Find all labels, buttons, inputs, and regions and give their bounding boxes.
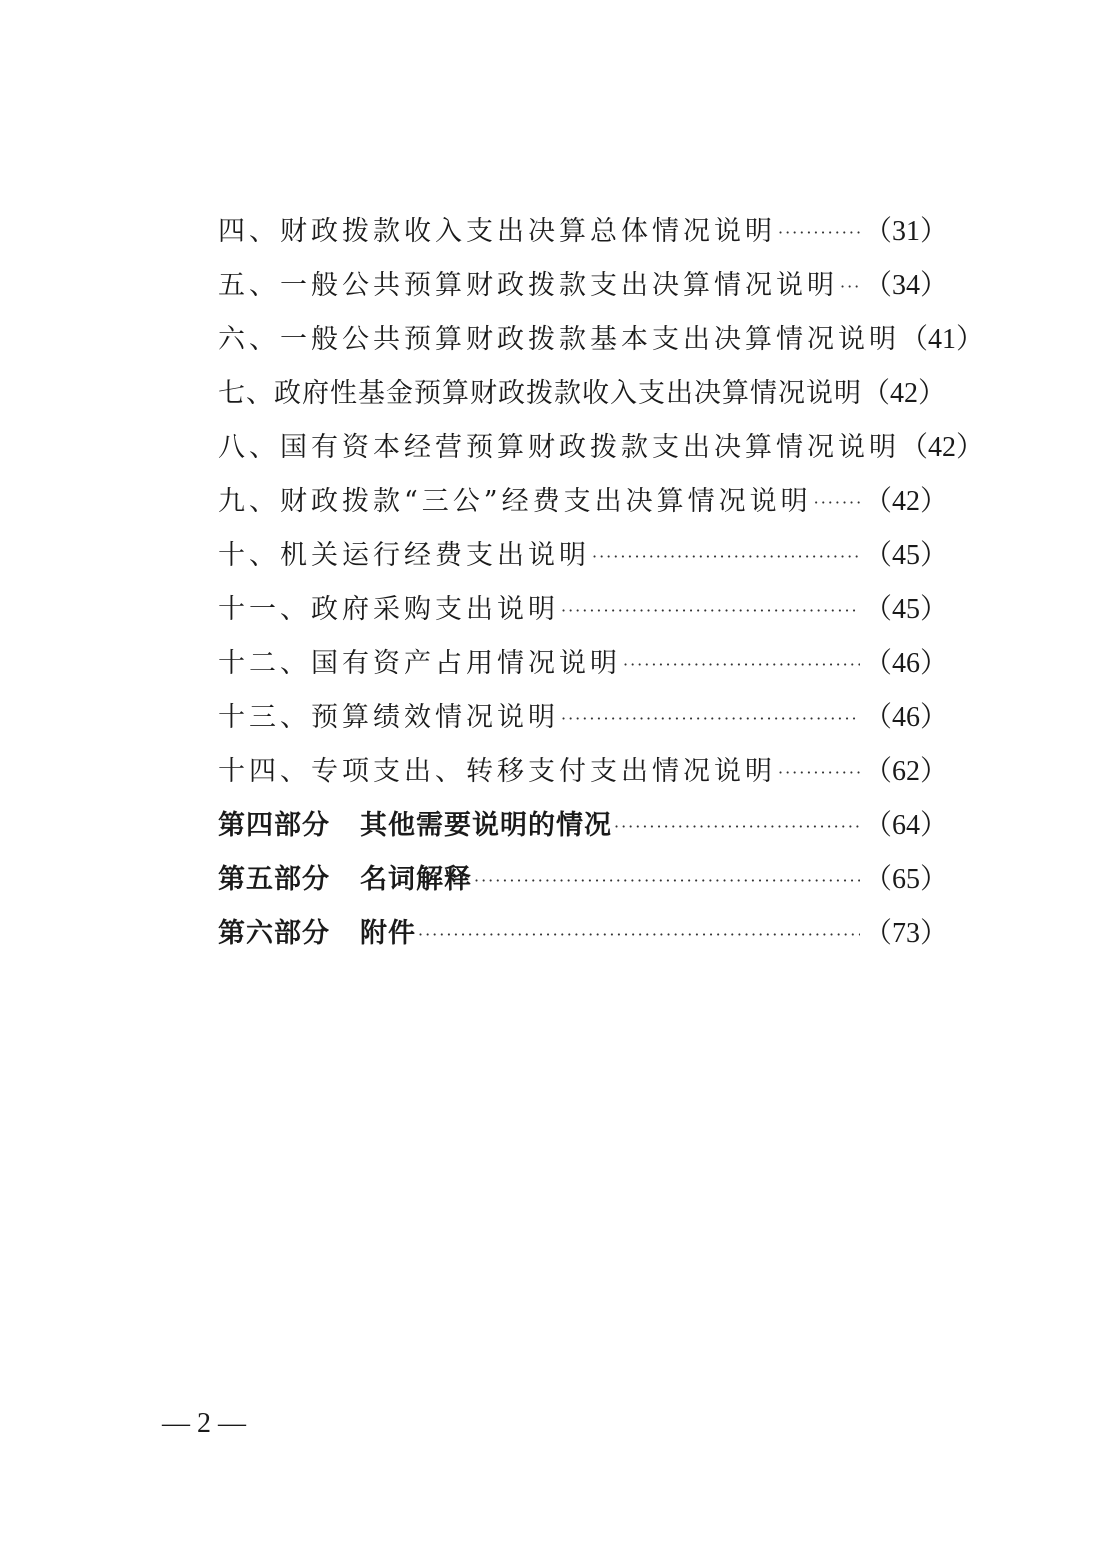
toc-part-entry[interactable]	[218, 853, 948, 907]
dot-leader	[623, 638, 860, 692]
toc-entry[interactable]	[218, 583, 948, 637]
toc-part-entry[interactable]	[218, 907, 948, 961]
toc-entry-page: （65）	[863, 864, 948, 895]
dot-leader	[561, 584, 860, 638]
toc-part-title: 名词解释	[360, 864, 472, 895]
toc-entry[interactable]	[218, 421, 985, 475]
dot-leader	[418, 908, 860, 962]
toc-part-entry[interactable]	[218, 799, 948, 853]
toc-entry-page: （34）	[863, 270, 948, 301]
toc-entry-title: 五、一般公共预算财政拨款支出决算情况说明	[218, 270, 838, 301]
toc-part-heading	[218, 853, 472, 907]
toc-entry-page: （46）	[863, 648, 948, 679]
toc-entry[interactable]	[218, 205, 948, 259]
toc-entry-title: 十四、专项支出、转移支付支出情况说明	[218, 756, 776, 787]
toc-entry[interactable]	[218, 529, 948, 583]
toc-entry-title: 四、财政拨款收入支出决算总体情况说明	[218, 216, 776, 247]
toc-entry[interactable]	[218, 475, 948, 529]
toc-entry[interactable]	[218, 313, 985, 367]
toc-entry-title: 七、政府性基金预算财政拨款收入支出决算情况说明	[218, 378, 862, 409]
toc-entry-page: （31）	[863, 216, 948, 247]
toc-part-heading	[218, 907, 416, 961]
toc-entry-page: （42）	[863, 486, 948, 517]
toc-entry-page: （73）	[863, 918, 948, 949]
table-of-contents	[218, 205, 985, 961]
dot-leader	[840, 260, 860, 314]
toc-entry[interactable]	[218, 745, 948, 799]
toc-entry-title: 十一、政府采购支出说明	[218, 594, 559, 625]
toc-entry-page: （42）	[862, 378, 947, 409]
toc-part-label: 第六部分	[218, 918, 330, 949]
dot-leader	[814, 476, 860, 530]
toc-entry-page: （45）	[863, 540, 948, 571]
dot-leader	[614, 800, 860, 854]
toc-entry-page: （42）	[900, 432, 985, 463]
page-number: — 2 —	[162, 1408, 246, 1439]
toc-part-heading	[218, 799, 612, 853]
toc-entry[interactable]	[218, 367, 948, 421]
toc-entry[interactable]	[218, 637, 948, 691]
toc-entry-title: 八、国有资本经营预算财政拨款支出决算情况说明	[218, 432, 900, 463]
toc-entry-page: （64）	[863, 810, 948, 841]
toc-part-title: 其他需要说明的情况	[360, 810, 612, 841]
dot-leader	[592, 530, 860, 584]
toc-entry[interactable]	[218, 259, 948, 313]
dot-leader	[778, 206, 860, 260]
toc-entry-page: （45）	[863, 594, 948, 625]
toc-entry-page: （46）	[863, 702, 948, 733]
toc-entry[interactable]	[218, 691, 948, 745]
toc-part-label: 第五部分	[218, 864, 330, 895]
toc-entry-title: 十三、预算绩效情况说明	[218, 702, 559, 733]
toc-part-title: 附件	[360, 918, 416, 949]
toc-part-label: 第四部分	[218, 810, 330, 841]
dot-leader	[561, 692, 860, 746]
toc-entry-page: （62）	[863, 756, 948, 787]
toc-entry-title: 十二、国有资产占用情况说明	[218, 648, 621, 679]
toc-entry-page: （41）	[900, 324, 985, 355]
dot-leader	[474, 854, 860, 908]
toc-entry-title: 九、财政拨款“三公”经费支出决算情况说明	[218, 486, 812, 517]
toc-entry-title: 十、机关运行经费支出说明	[218, 540, 590, 571]
dot-leader	[778, 746, 860, 800]
toc-entry-title: 六、一般公共预算财政拨款基本支出决算情况说明	[218, 324, 900, 355]
